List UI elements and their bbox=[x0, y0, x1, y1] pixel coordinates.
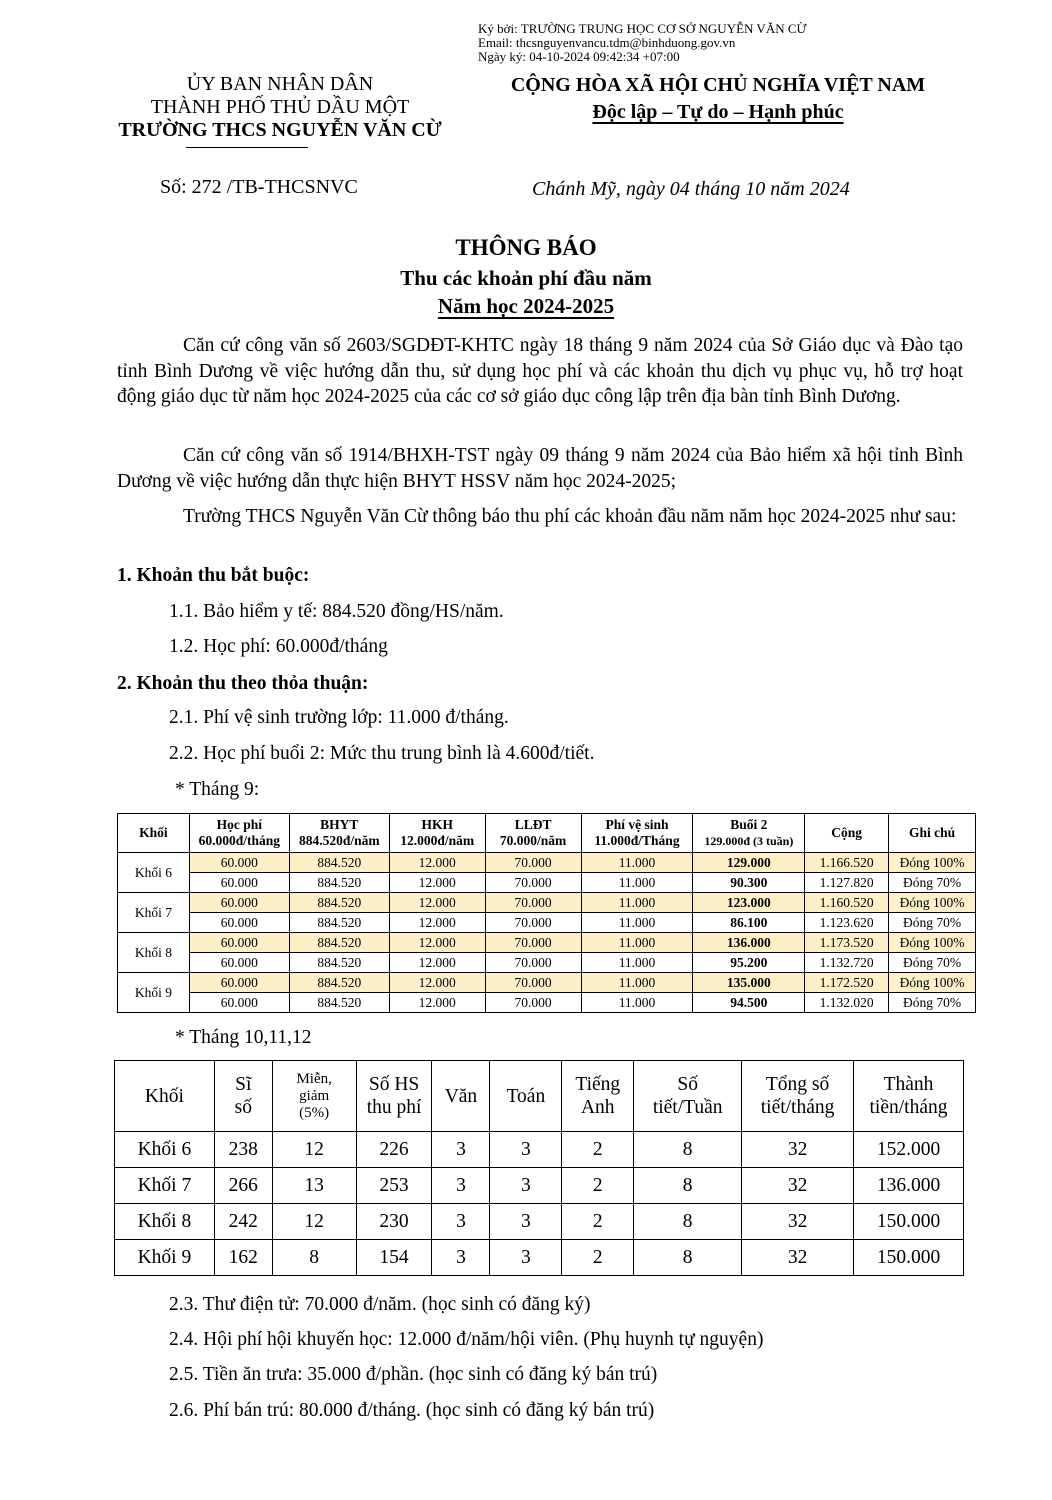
table-cell: 162 bbox=[214, 1240, 272, 1276]
signature-date: Ngày ký: 04-10-2024 09:42:34 +07:00 bbox=[478, 49, 680, 64]
khoi-cell: Khối 7 bbox=[118, 893, 190, 933]
table-cell: Khối 8 bbox=[115, 1204, 215, 1240]
table-cell: Đóng 100% bbox=[889, 893, 976, 913]
table-cell: 253 bbox=[356, 1168, 432, 1204]
item-2-2: 2.2. Học phí buổi 2: Mức thu trung bình là 4.600đ/tiết. bbox=[169, 743, 595, 764]
signature-email: Email: thcsnguyenvancu.tdm@binhduong.gov.vn bbox=[478, 35, 736, 50]
table-cell: 3 bbox=[490, 1168, 562, 1204]
table-cell: 136.000 bbox=[693, 933, 805, 953]
table-row bbox=[118, 853, 976, 873]
table-cell: 3 bbox=[490, 1240, 562, 1276]
table-cell: 60.000 bbox=[189, 953, 289, 973]
table-cell: 1.173.520 bbox=[805, 933, 889, 953]
school-year: Năm học 2024-2025 bbox=[437, 294, 615, 318]
table-cell: 238 bbox=[214, 1132, 272, 1168]
table-cell: 70.000 bbox=[485, 973, 581, 993]
table-cell: 70.000 bbox=[485, 993, 581, 1013]
table-cell: 32 bbox=[742, 1168, 854, 1204]
paragraph-legal-basis-1: Căn cứ công văn số 2603/SGDĐT-KHTC ngày 18 tháng 9 năm 2024 của Sở Giáo dục và Đào tạo tỉnh Bình Dương về việc hướng dẫn thu, sử dụng học phí và các khoản thu dịch vụ phục vụ, hỗ trợ hoạt động giáo dục từ năm học 2024-2025 của các cơ sở giáo dục công lập trên địa bàn tỉnh Bình Dương. bbox=[117, 335, 963, 407]
header-mien-giam: Miễn, giảm (5%) bbox=[272, 1061, 356, 1132]
table-cell: 1.123.620 bbox=[805, 913, 889, 933]
item-1-2: 1.2. Học phí: 60.000đ/tháng bbox=[169, 636, 388, 657]
header-divider bbox=[186, 147, 308, 148]
table-cell: 1.166.520 bbox=[805, 853, 889, 873]
table-cell: 2 bbox=[562, 1204, 634, 1240]
header-cong: Cộng bbox=[805, 814, 889, 853]
table-row bbox=[118, 873, 976, 893]
item-1-1: 1.1. Bảo hiểm y tế: 884.520 đồng/HS/năm. bbox=[169, 601, 504, 622]
issuing-authority bbox=[90, 73, 470, 142]
table-row bbox=[115, 1168, 964, 1204]
table-cell: 12.000 bbox=[389, 913, 485, 933]
header-van: Văn bbox=[432, 1061, 490, 1132]
section-2-heading: 2. Khoản thu theo thỏa thuận: bbox=[117, 673, 369, 694]
table-cell: 3 bbox=[490, 1204, 562, 1240]
table-cell: 60.000 bbox=[189, 893, 289, 913]
table-header-row bbox=[115, 1061, 964, 1132]
header-khoi: Khối bbox=[118, 814, 190, 853]
months-label: * Tháng 10,11,12 bbox=[175, 1027, 312, 1048]
table-cell: 884.520 bbox=[289, 933, 389, 953]
header-ghi-chu: Ghi chú bbox=[889, 814, 976, 853]
table-cell: 152.000 bbox=[854, 1132, 964, 1168]
khoi-cell: Khối 8 bbox=[118, 933, 190, 973]
table-cell: 60.000 bbox=[189, 913, 289, 933]
month9-label: * Tháng 9: bbox=[175, 779, 260, 800]
table-row bbox=[118, 953, 976, 973]
table-cell: Đóng 70% bbox=[889, 993, 976, 1013]
table-cell: 123.000 bbox=[693, 893, 805, 913]
national-header bbox=[478, 72, 958, 126]
school-name: TRƯỜNG THCS NGUYỄN VĂN CỪ bbox=[118, 119, 442, 141]
table-cell: 60.000 bbox=[189, 933, 289, 953]
table-cell: 266 bbox=[214, 1168, 272, 1204]
header-khoi: Khối bbox=[115, 1061, 215, 1132]
table-cell: 32 bbox=[742, 1132, 854, 1168]
table-cell: 90.300 bbox=[693, 873, 805, 893]
table-cell: 94.500 bbox=[693, 993, 805, 1013]
table-cell: Đóng 100% bbox=[889, 973, 976, 993]
table-cell: 150.000 bbox=[854, 1240, 964, 1276]
header-tong-so-tiet-thang: Tổng số tiết/tháng bbox=[742, 1061, 854, 1132]
table-cell: 2 bbox=[562, 1240, 634, 1276]
table-cell: 150.000 bbox=[854, 1204, 964, 1240]
khoi-cell: Khối 6 bbox=[118, 853, 190, 893]
header-so-hs-thu-phi: Số HS thu phí bbox=[356, 1061, 432, 1132]
table-cell: 1.132.020 bbox=[805, 993, 889, 1013]
table-cell: 32 bbox=[742, 1240, 854, 1276]
table-cell: 11.000 bbox=[581, 873, 693, 893]
table-cell: 11.000 bbox=[581, 973, 693, 993]
table-cell: 11.000 bbox=[581, 913, 693, 933]
section-1-heading: 1. Khoản thu bắt buộc: bbox=[117, 565, 310, 586]
table-cell: 3 bbox=[432, 1204, 490, 1240]
table-cell: 3 bbox=[432, 1240, 490, 1276]
table-cell: 129.000 bbox=[693, 853, 805, 873]
table-months-10-11-12 bbox=[114, 1060, 964, 1276]
table-cell: 12.000 bbox=[389, 953, 485, 973]
table-cell: 12 bbox=[272, 1132, 356, 1168]
table-row bbox=[115, 1240, 964, 1276]
table-cell: 242 bbox=[214, 1204, 272, 1240]
table-cell: 1.132.720 bbox=[805, 953, 889, 973]
authority-line-2: THÀNH PHỐ THỦ DẦU MỘT bbox=[150, 96, 410, 118]
header-hoc-phi: Học phí 60.000đ/tháng bbox=[189, 814, 289, 853]
table-cell: 70.000 bbox=[485, 853, 581, 873]
table-cell: 3 bbox=[432, 1168, 490, 1204]
table-cell: 60.000 bbox=[189, 873, 289, 893]
table-cell: 60.000 bbox=[189, 993, 289, 1013]
table-cell: 8 bbox=[634, 1132, 742, 1168]
table-cell: Đóng 70% bbox=[889, 953, 976, 973]
document-title: THÔNG BÁO bbox=[455, 235, 597, 260]
table-cell: Đóng 70% bbox=[889, 913, 976, 933]
table-cell: 12.000 bbox=[389, 873, 485, 893]
table-cell: 8 bbox=[634, 1240, 742, 1276]
paragraph-announcement: Trường THCS Nguyễn Văn Cừ thông báo thu phí các khoản đầu năm năm học 2024-2025 như sau: bbox=[183, 506, 957, 527]
table-cell: 86.100 bbox=[693, 913, 805, 933]
table-row bbox=[115, 1132, 964, 1168]
table-cell: Đóng 70% bbox=[889, 873, 976, 893]
item-2-6: 2.6. Phí bán trú: 80.000 đ/tháng. (học sinh có đăng ký bán trú) bbox=[169, 1400, 655, 1421]
khoi-cell: Khối 9 bbox=[118, 973, 190, 1013]
table-row bbox=[118, 973, 976, 993]
table-cell: Khối 9 bbox=[115, 1240, 215, 1276]
table-cell: Khối 6 bbox=[115, 1132, 215, 1168]
table-cell: 11.000 bbox=[581, 953, 693, 973]
table-cell: 11.000 bbox=[581, 893, 693, 913]
table-cell: 884.520 bbox=[289, 873, 389, 893]
table-cell: 3 bbox=[432, 1132, 490, 1168]
table-cell: 884.520 bbox=[289, 973, 389, 993]
table-cell: 136.000 bbox=[854, 1168, 964, 1204]
table-cell: Đóng 100% bbox=[889, 933, 976, 953]
table-cell: 11.000 bbox=[581, 933, 693, 953]
table-cell: 8 bbox=[634, 1168, 742, 1204]
table-cell: 70.000 bbox=[485, 933, 581, 953]
table-cell: 8 bbox=[272, 1240, 356, 1276]
table-cell: 1.127.820 bbox=[805, 873, 889, 893]
table-cell: 70.000 bbox=[485, 873, 581, 893]
table-cell: 154 bbox=[356, 1240, 432, 1276]
table-cell: 884.520 bbox=[289, 953, 389, 973]
header-hkh: HKH 12.000đ/năm bbox=[389, 814, 485, 853]
table-cell: 32 bbox=[742, 1204, 854, 1240]
table-cell: 12.000 bbox=[389, 993, 485, 1013]
header-si-so: Sĩ số bbox=[214, 1061, 272, 1132]
digital-signature-block bbox=[478, 22, 807, 64]
table-row bbox=[118, 893, 976, 913]
item-2-5: 2.5. Tiền ăn trưa: 35.000 đ/phần. (học sinh có đăng ký bán trú) bbox=[169, 1364, 658, 1385]
header-thanh-tien-thang: Thành tiền/tháng bbox=[854, 1061, 964, 1132]
table-cell: 12.000 bbox=[389, 853, 485, 873]
table-month-9 bbox=[117, 813, 976, 1013]
signature-signed-by: Ký bởi: TRƯỜNG TRUNG HỌC CƠ SỞ NGUYỄN VĂN CỪ bbox=[478, 21, 807, 36]
header-tieng-anh: Tiếng Anh bbox=[562, 1061, 634, 1132]
table-cell: 12.000 bbox=[389, 933, 485, 953]
document-subtitle: Thu các khoản phí đầu năm bbox=[400, 266, 652, 290]
table-cell: 8 bbox=[634, 1204, 742, 1240]
header-phi-ve-sinh: Phí vệ sinh 11.000đ/Tháng bbox=[581, 814, 693, 853]
table-cell: 1.172.520 bbox=[805, 973, 889, 993]
table-row bbox=[118, 933, 976, 953]
table-cell: 2 bbox=[562, 1132, 634, 1168]
header-bhyt: BHYT 884.520đ/năm bbox=[289, 814, 389, 853]
table-cell: Đóng 100% bbox=[889, 853, 976, 873]
item-2-3: 2.3. Thư điện tử: 70.000 đ/năm. (học sinh có đăng ký) bbox=[169, 1294, 591, 1315]
table-cell: 226 bbox=[356, 1132, 432, 1168]
place-date: Chánh Mỹ, ngày 04 tháng 10 năm 2024 bbox=[532, 178, 850, 200]
header-so-tiet-tuan: Số tiết/Tuần bbox=[634, 1061, 742, 1132]
nation-name: CỘNG HÒA XÃ HỘI CHỦ NGHĨA VIỆT NAM bbox=[510, 74, 926, 96]
table-cell: 2 bbox=[562, 1168, 634, 1204]
table-cell: 3 bbox=[490, 1132, 562, 1168]
table-cell: 884.520 bbox=[289, 893, 389, 913]
table-cell: 95.200 bbox=[693, 953, 805, 973]
table-row bbox=[115, 1204, 964, 1240]
item-2-4: 2.4. Hội phí hội khuyến học: 12.000 đ/năm/hội viên. (Phụ huynh tự nguyện) bbox=[169, 1329, 764, 1350]
table-cell: 12.000 bbox=[389, 973, 485, 993]
table-cell: 884.520 bbox=[289, 993, 389, 1013]
document-number: Số: 272 /TB-THCSNVC bbox=[160, 176, 358, 198]
paragraph-legal-basis-2: Căn cứ công văn số 1914/BHXH-TST ngày 09 tháng 9 năm 2024 của Bảo hiểm xã hội tỉnh Bình Dương về việc hướng dẫn thực hiện BHYT HSSV năm học 2024-2025; bbox=[117, 445, 963, 492]
table-cell: 60.000 bbox=[189, 853, 289, 873]
national-motto: Độc lập – Tự do – Hạnh phúc bbox=[592, 101, 844, 123]
table-cell: 11.000 bbox=[581, 853, 693, 873]
table-cell: 11.000 bbox=[581, 993, 693, 1013]
table-cell: 70.000 bbox=[485, 893, 581, 913]
header-toan: Toán bbox=[490, 1061, 562, 1132]
table-cell: 70.000 bbox=[485, 953, 581, 973]
table-cell: 12 bbox=[272, 1204, 356, 1240]
authority-line-1: ỦY BAN NHÂN DÂN bbox=[186, 73, 374, 95]
table-header-row bbox=[118, 814, 976, 853]
table-cell: 230 bbox=[356, 1204, 432, 1240]
table-cell: 12.000 bbox=[389, 893, 485, 913]
table-cell: 60.000 bbox=[189, 973, 289, 993]
table-cell: 135.000 bbox=[693, 973, 805, 993]
header-buoi-2: Buổi 2 129.000đ (3 tuần) bbox=[693, 814, 805, 853]
header-lldt: LLĐT 70.000/năm bbox=[485, 814, 581, 853]
table-cell: 884.520 bbox=[289, 853, 389, 873]
table-row bbox=[118, 993, 976, 1013]
item-2-1: 2.1. Phí vệ sinh trường lớp: 11.000 đ/tháng. bbox=[169, 707, 509, 728]
table-cell: Khối 7 bbox=[115, 1168, 215, 1204]
table-cell: 1.160.520 bbox=[805, 893, 889, 913]
table-cell: 884.520 bbox=[289, 913, 389, 933]
table-row bbox=[118, 913, 976, 933]
table-cell: 13 bbox=[272, 1168, 356, 1204]
table-cell: 70.000 bbox=[485, 913, 581, 933]
